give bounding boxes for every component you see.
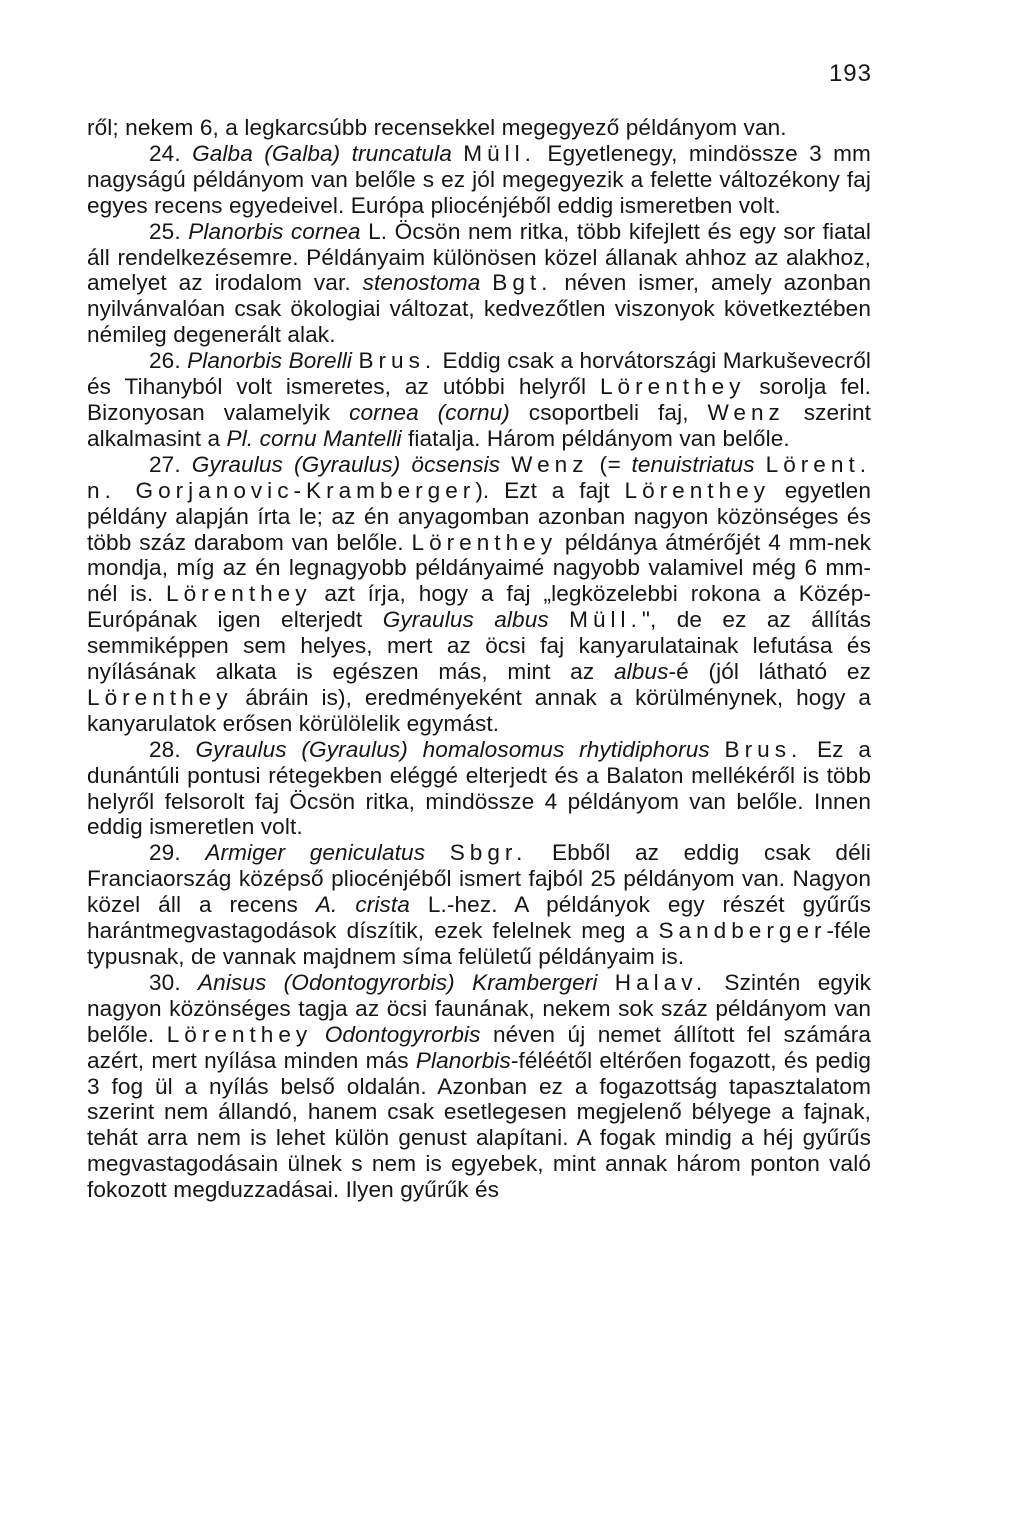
spaced-name: Wenz xyxy=(707,399,785,425)
text-run xyxy=(312,1022,324,1047)
text-run: néven új nemet állított fel számára azért, mert nyílása minden más xyxy=(87,1021,871,1073)
spaced-name: Müll. xyxy=(463,140,536,166)
spaced-name: Lörenthey xyxy=(166,581,312,607)
paragraph xyxy=(87,219,871,349)
spaced-name: Brus. xyxy=(724,736,803,762)
italic-text: Gyraulus (Gyraulus) öcsensis xyxy=(191,451,501,477)
spaced-name: Lörenthey xyxy=(599,374,746,400)
text-run: Ez a dunántúli pontusi rétegekben eléggé elterjedt és a Balaton mellékéről is több helyről felsorolt faj Öcsön ritka, mindössze 4 példányom van belőle. Innen eddig ismeretlen volt. xyxy=(87,736,871,840)
italic-text: = tenuistriatus xyxy=(607,451,755,477)
spaced-name: Lörent. n. Gorjanovic-Kramberger xyxy=(87,451,871,503)
text-run: -féléétől eltérően fogazott, és pedig 3 fog ül a nyílás belső oldalán. Azonban ez a fogazottság tapasztalatom szerint nem állandó, hanem csak esetlegesen megjelenő bélyege a fajnak, tehát arra nem is lehet külön genust alapítani. A fogak mindig a héj gyűrűs megvastagodásain ülnek s nem is egyebek, mint annak három ponton való fokozott megduzzadásai. Ilyen gyűrűk és xyxy=(87,1047,871,1203)
italic-text: Galba (Galba) truncatula xyxy=(192,140,452,166)
text-run: 28. xyxy=(149,736,196,762)
text-run: fiatalja. Három példányom van belőle. xyxy=(401,425,790,451)
text-run: Egyetlenegy, mindössze 3 mm nagyságú példányom van belőle s ez jól megegyezik a felette változékony faj egyes recens egyedeivel. Európa pliocénjéből eddig ismeretben volt. xyxy=(87,140,871,218)
text-run: 29. xyxy=(149,840,206,866)
text-run: 24. xyxy=(149,140,193,166)
page-number: 193 xyxy=(828,60,872,87)
italic-text: cornea (cornu) xyxy=(349,399,510,425)
spaced-name: Bgt. xyxy=(492,270,553,296)
text-run: ", de ez az állítás semmiképpen sem helyes, mert az öcsi faj kanyarulatainak lefutása és nyílásának alkata is egészen más, mint az xyxy=(87,607,871,685)
text-run xyxy=(710,737,725,762)
text-run: Szintén egyik nagyon közönséges tagja az öcsi faunának, nekem sok száz példányom van belőle. xyxy=(87,969,871,1047)
text-run: Ebből az eddig csak déli Franciaország középső pliocénjéből ismert fajból 25 példányom van. Nagyon közel áll a recens xyxy=(87,840,871,918)
text-run xyxy=(452,141,463,166)
text-run: -féle typusnak, de vannak majdnem síma felületű példányaim is. xyxy=(87,918,871,969)
text-run: 27. xyxy=(149,451,192,477)
paragraph xyxy=(87,737,871,841)
text-run: 26. xyxy=(149,348,188,374)
italic-text: albus xyxy=(613,659,669,685)
text-run: ). Ezt a fajt xyxy=(475,477,625,503)
text-run: néven ismer, amely azonban nyilvánvalóan csak ökologiai változat, kedvezőtlen viszonyok következtében némileg degenerált alak. xyxy=(87,270,871,348)
spaced-name: Lörenthey xyxy=(624,477,770,503)
text-run: azt írja, hogy a faj „legközelebbi rokona a Közép-Európának igen elterjedt xyxy=(87,581,871,633)
text-run: egyetlen példány alapján írta le; az én anyagomban azonban nagyon közönséges és több száz darabom van belőle. xyxy=(87,477,871,555)
paragraph xyxy=(87,840,871,970)
text-run: ( xyxy=(588,451,608,477)
text-run: 30. xyxy=(149,969,198,995)
text-run: L. Öcsön nem ritka, több kifejlett és egy sor fiatal áll rendelkezésemre. Példányaim különösen közel állanak ahhoz az alakhoz, amelyet az irodalom var. xyxy=(87,218,871,296)
text-run xyxy=(425,840,450,865)
text-run: sorolja fel. Bizonyosan valamelyik xyxy=(87,374,871,425)
italic-text: Armiger geniculatus xyxy=(205,840,426,866)
text-run: Eddig csak a horvátországi Markuševecről és Tihanyból volt ismeretes, az utóbbi helyről xyxy=(87,348,871,400)
italic-text: stenostoma xyxy=(362,270,481,296)
spaced-name: Brus. xyxy=(358,348,437,374)
italic-text: Odontogyrorbis xyxy=(324,1021,481,1047)
text-run xyxy=(549,607,569,632)
paragraph xyxy=(87,141,871,219)
spaced-name: Sandberger xyxy=(658,918,827,944)
paragraph xyxy=(87,115,871,141)
text-run: ről; nekem 6, a legkarcsúbb recensekkel megegyező példányom van. xyxy=(87,115,787,140)
text-run: csoportbeli faj, xyxy=(509,399,708,425)
spaced-name: Lörenthey xyxy=(411,529,558,555)
italic-text: Planorbis cornea xyxy=(188,218,361,244)
italic-text: Gyraulus (Gyraulus) homalosomus rhytidiphorus xyxy=(195,736,710,762)
italic-text: Anisus (Odontogyrorbis) Krambergeri xyxy=(197,969,598,995)
paragraph xyxy=(87,452,871,737)
text-run xyxy=(755,452,766,477)
spaced-name: Müll. xyxy=(569,607,642,633)
text-run: L.-hez. A példányok egy részét gyűrűs harántmegvastagodások díszítik, ezek felelnek meg a xyxy=(87,892,871,944)
italic-text: Pl. cornu Mantelli xyxy=(226,425,402,451)
spaced-name: Lörenthey xyxy=(166,1021,313,1047)
text-run: példánya átmérőjét 4 mm-nek mondja, míg az én legnagyobb példányaimé nagyobb valamivel még 6 mm-nél is. xyxy=(87,529,871,607)
paragraph xyxy=(87,348,871,452)
spaced-name: Lörenthey xyxy=(87,684,233,710)
spaced-name: Wenz xyxy=(511,451,589,477)
italic-text: A. crista xyxy=(315,892,410,918)
italic-text: Planorbis Borelli xyxy=(187,348,353,374)
text-run xyxy=(597,970,614,995)
text-run xyxy=(500,452,511,477)
body-text xyxy=(87,115,871,1203)
text-run: 25. xyxy=(149,218,189,244)
spaced-name: Halav. xyxy=(614,969,708,995)
italic-text: Gyraulus albus xyxy=(382,607,549,633)
text-run: szerint alkalmasint a xyxy=(87,399,871,451)
text-run xyxy=(480,270,492,295)
paragraph xyxy=(87,970,871,1203)
text-run: -é (jól látható ez xyxy=(668,659,871,685)
text-run: ábráin is), eredményeként annak a körülménynek, hogy a kanyarulatok erősen körülölelik egymást. xyxy=(87,684,871,736)
italic-text: Planorbis xyxy=(415,1047,511,1073)
spaced-name: Sbgr. xyxy=(449,840,528,866)
